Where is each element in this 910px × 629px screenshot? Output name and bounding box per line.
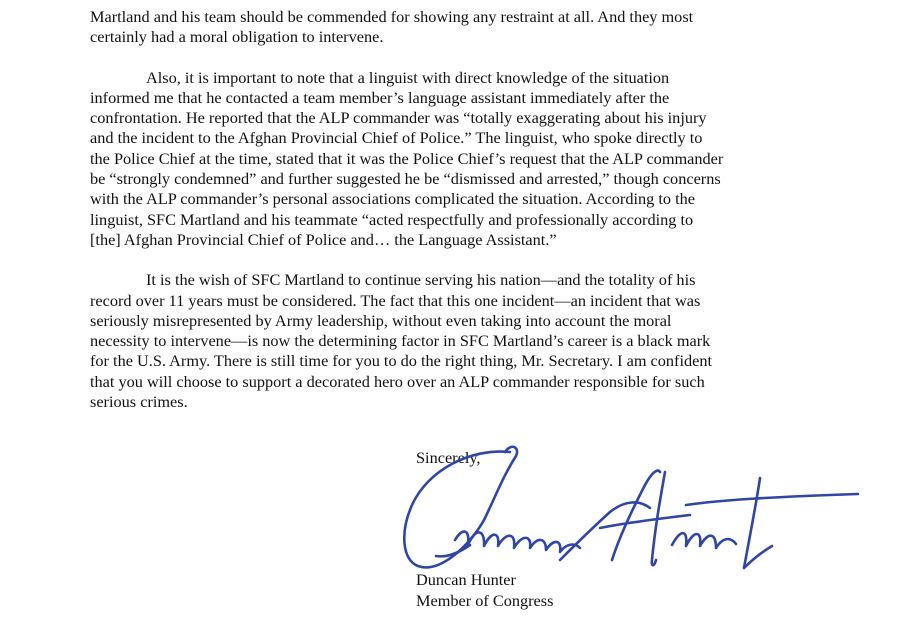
signer-title: Member of Congress	[416, 591, 554, 610]
paragraph-2	[90, 68, 810, 251]
text-line: serious crimes.	[90, 392, 188, 412]
text-line: confrontation. He reported that the ALP commander was “totally exaggerating about his injury	[90, 108, 707, 128]
text-line: that you will choose to support a decorated hero over an ALP commander responsible for such	[90, 371, 705, 391]
letter-body	[90, 7, 810, 412]
paragraph-1	[90, 7, 810, 48]
paragraph-3	[90, 270, 810, 412]
text-line: and the incident to the Afghan Provincial Chief of Police.” The linguist, who spoke directly to	[90, 128, 703, 148]
text-line: be “strongly condemned” and further suggested he be “dismissed and arrested,” though concerns	[90, 169, 721, 189]
text-line: Martland and his team should be commended for showing any restraint at all. And they most	[90, 7, 694, 26]
text-line: Also, it is important to note that a linguist with direct knowledge of the situation	[146, 67, 670, 87]
text-line: record over 11 years must be considered. The fact that this one incident—an incident that was	[90, 290, 701, 310]
text-line: with the ALP commander’s personal associations complicated the situation. According to the	[90, 189, 695, 209]
text-line: informed me that he contacted a team member’s language assistant immediately after the	[90, 87, 670, 107]
signer-name: Duncan Hunter	[416, 570, 516, 589]
text-line: for the U.S. Army. There is still time for you to do the right thing, Mr. Secretary. I am confident	[90, 351, 713, 371]
text-line: seriously misrepresented by Army leadership, without even taking into account the moral	[90, 310, 672, 330]
text-line: necessity to intervene—is now the determining factor in SFC Martland’s career is a black mark	[90, 331, 711, 351]
text-line: [the] Afghan Provincial Chief of Police and… the Language Assistant.”	[90, 229, 557, 249]
text-line: linguist, SFC Martland and his teammate “acted respectfully and professionally according to	[90, 209, 694, 229]
text-line: It is the wish of SFC Martland to continue serving his nation—and the totality of his	[146, 270, 696, 290]
text-line: certainly had a moral obligation to intervene.	[90, 27, 384, 47]
closing-salutation: Sincerely,	[416, 448, 481, 467]
text-line: the Police Chief at the time, stated that it was the Police Chief’s request that the ALP commander	[90, 148, 724, 168]
